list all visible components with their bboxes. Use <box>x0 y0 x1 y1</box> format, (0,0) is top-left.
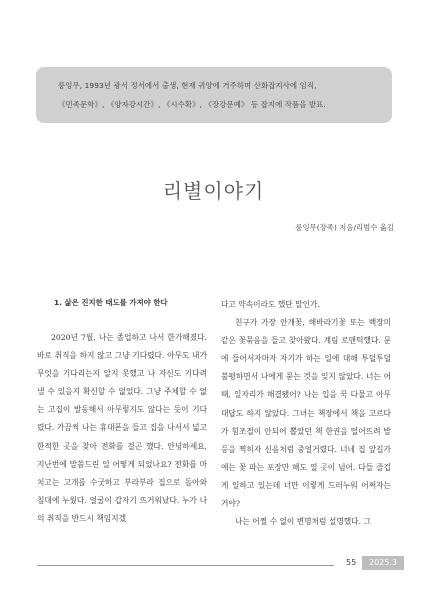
right-paragraph-1: 다고 약속이라도 했단 말인가. <box>221 300 320 309</box>
right-paragraph-3: 나는 어쩔 수 없이 변명처럼 설명했다. 그 <box>235 517 371 527</box>
author-bio-box <box>36 67 392 123</box>
right-paragraph-2: 친구가 가장 안개꽃, 해바라기꽃 또는 백장미 같은 꽃묶음을 들고 찾아왔다. 계림 로맨틱했다. 문에 들어서자마자 자기가 하는 일에 대해 투덜투덜 불평하면서 나에게 묻는 것을 잊지 않았다. 너는 어때, 일자리가 해결됐어? 나는 입을 꾹 다물고 아무 대답도 하지 않았다. 그녀는 책장에서 책을 고르다가 힘조절이 안되어 뽑았던 책 한권을 떨어뜨려 발등을 찍히자 신음처럼 중얼거렸다. 너네 집 앞길가에는 꽃 파는 포장만 해도 열 곳이 넘어. 다들 즐겁게 일하고 있는데 너만 이렇게 드러누워 어쩌자는 거야? <box>221 318 391 509</box>
story-title: 리별이야기 <box>162 179 265 203</box>
page-number: 55 <box>346 558 357 567</box>
author-bio-line-1: 룽잉무, 1993년 광서 정서에서 출생, 현재 귀양에 거주하며 산화잡지사에 임직, <box>58 81 317 90</box>
left-paragraph-1: 2020년 7월, 나는 졸업하고 나서 한가해졌다. 바로 취직을 하지 않고 그냥 기다렸다. 아무도 내가 무엇을 기다리는지 알지 못했고 나 자신도 기다려낼 수 있을지 확신할 수 없었다. 그냥 주체할 수 없는 고집이 발동해서 아무렇지도 않다는 듯이 기다렸다. 가끔씩 나는 휴대폰을 들고 집을 나서서 넓고 한적한 곳을 찾아 전화를 걸곤 했다. 안녕하세요, 지난번에 말씀드린 일 어떻게 되었나요? 전화를 마치고는 고개를 수굿하고 부라부라 집으로 돌아와 침대에 누웠다. 얼굴이 갑자기 뜨거워났다. 누가 나의 취직을 반드시 책임지겠 <box>37 333 207 523</box>
right-column <box>221 296 391 531</box>
left-column <box>37 329 207 528</box>
author-bio-line-2: 《민족문학》, 《양자강시간》, 《시수확》, 《장강문예》 등 잡지에 작품을 발표. <box>58 100 326 109</box>
footer-divider <box>37 565 334 566</box>
issue-badge: 2025.3 <box>362 556 404 570</box>
author-translator-credit: 룽잉무(장족) 지음/리범수 옮김 <box>295 223 394 232</box>
section-heading: 1. 삶은 진지한 태도를 가져야 한다 <box>54 298 168 307</box>
